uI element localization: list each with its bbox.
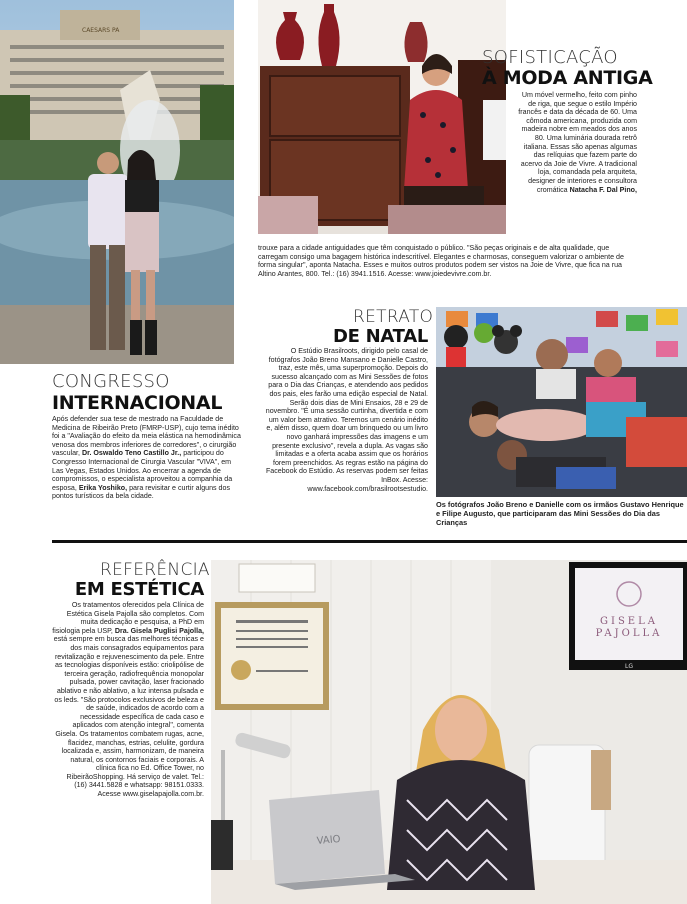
- section-rule: [52, 540, 687, 543]
- body-referencia: [52, 601, 204, 799]
- headline-congresso: INTERNACIONAL: [52, 392, 223, 414]
- body-sofisticacao-intro: [517, 91, 637, 194]
- name-oswaldo: Dr. Oswaldo Teno Castillo Jr.,: [81, 449, 182, 458]
- kicker-referencia: REFERÊNCIA: [100, 560, 210, 580]
- body-sofisticacao-intro-text: Um móvel vermelho, feito com pinho de riga, que segue o estilo Império francês e data da década de 60. Uma cômoda americana, produzida com madeira nobre em meados dos anos 80. Uma luminária dourada retrô italiana. Essas são apenas algumas das relíquias que fazem parte do acervo da Joie de Vivre. A tradicional loja, comandada pela arquiteta, designer de interiores e consultora cromática: [518, 91, 637, 194]
- body-congresso-b: participou do Congresso Internacional de Cirurgia Vascular "VIVA", em Las Vegas, Estados Unidos. Ao encerrar a agenda de compromissos, o especialista aproveitou a companhia da esposa,: [52, 449, 233, 492]
- photo-natacha-antiques: [258, 0, 506, 234]
- body-referencia-a: Os tratamentos oferecidos pela Clínica de Estética Gisela Pajolla são completos. Com muita dedicação e pesquisa, a PhD em fisiologia pela USP,: [52, 601, 204, 635]
- kicker-congresso: CONGRESSO: [52, 371, 170, 392]
- tv-screen-brand-1: GISELA: [600, 616, 658, 627]
- caption-retrato: Os fotógrafos João Breno e Danielle com os irmãos Gustavo Henrique e Filipe Augusto, que participaram das Mini Sessões do Dia das Crianças: [436, 500, 684, 527]
- laptop-logo: VAIO: [316, 833, 342, 847]
- hotel-sign: CAESARS PA: [82, 27, 120, 34]
- body-congresso-c: para revisitar e curtir alguns dos pontos turísticos da bela cidade.: [52, 483, 230, 501]
- name-erika: Erika Yoshiko,: [78, 483, 128, 492]
- body-retrato: O Estúdio Brasilroots, dirigido pelo casal de fotógrafos João Breno Mansano e Danielle Castro, traz, este mês, uma superpromoção. Depois do sucesso alcançado com as Mini Sessões de fotos para o Dia das Crianças, e atendendo aos pedidos dos pais, eles farão uma edição especial de Natal. Serão dois dias de Mini Ensaios, 28 e 29 de novembro. "É uma sessão curtinha, divertida e com um valor bem atrativo. Teremos um cenário inédito e, além disso, quem doar um brinquedo ou um livro novo ganhará impressões das imagens e um presente exclusivo", revela a dupla. As vagas são limitadas e a oferta acaba assim que os horários forem preenchidos. As regras estão na página do Facebook do Estúdio. As reservas podem ser feitas InBox. Acesse: www.facebook.com/brasilrootsestudio.: [265, 347, 428, 493]
- headline-referencia: EM ESTÉTICA: [74, 579, 204, 600]
- name-gisela: Dra. Gisela Puglisi Pajolla,: [114, 626, 204, 635]
- photo-gisela-clinic: [211, 560, 687, 904]
- headline-retrato: DE NATAL: [333, 326, 428, 347]
- tv-brand-logo: LG: [625, 663, 633, 670]
- tv-screen-brand-2: PAJOLLA: [595, 628, 663, 639]
- kicker-sofisticacao: SOFISTICAÇÃO: [482, 47, 618, 68]
- kicker-retrato: RETRATO: [353, 307, 434, 327]
- photo-las-vegas-couple: [0, 0, 234, 364]
- body-sofisticacao-rest: trouxe para a cidade antiguidades que têm conquistado o público. "São peças originais e de alta qualidade, que carregam consigo uma bagagem histórica indescritível. Elegantes e charmosas, conseguem valorizar o ambiente de forma singular", aponta Natacha. Esses e muitos outros produtos podem ser vistos na Joie de Vivre, que fica na rua Altino Arantes, 800. Tel.: (16) 3941.1516. Acesse: www.joiedevivre.com.br.: [258, 244, 624, 278]
- body-congresso-a: Após defender sua tese de mestrado na Faculdade de Medicina de Ribeirão Preto (FMRP-USP), cujo tema inédito foi a "Avaliação do efeito da meia elástica na hemodinâmica venosa dos membros inferiores de corredores", o cirurgião vascular,: [52, 415, 241, 458]
- body-congresso: [52, 415, 242, 501]
- name-natacha: Natacha F. Dal Pino,: [569, 185, 637, 194]
- photo-family-studio: [436, 307, 687, 497]
- headline-sofisticacao: À MODA ANTIGA: [482, 67, 653, 89]
- body-referencia-b: está sempre em busca das melhores técnicas e dos mais consagrados equipamentos para revitalização e rejuvenescimento da pele. Entre as tecnologias disponíveis estão: criolipólise de terceira geração, radiofrequência monopolar pulsada, power cavitação, laser fracionado ablativo e não ablativo, a luz intensa pulsada e os leds. "São protocolos exclusivos de beleza e de saúde, indicados de acordo com a necessidade específica de cada caso e aplicados com atenção integral", comenta Gisela. Os tratamentos combatem rugas, acne, flacidez, manchas, estrias, celulite, gordura localizada e, assim, harmonizam, de maneira natural, os contornos faciais e corporais. A clínica fica no Ed. Office Tower, no RibeirãoShopping. Há serviço de valet. Tel.: (16) 3441.5828 e whatsapp: 98151.0333. Acesse www.giselapajolla.com.br.: [53, 635, 204, 799]
